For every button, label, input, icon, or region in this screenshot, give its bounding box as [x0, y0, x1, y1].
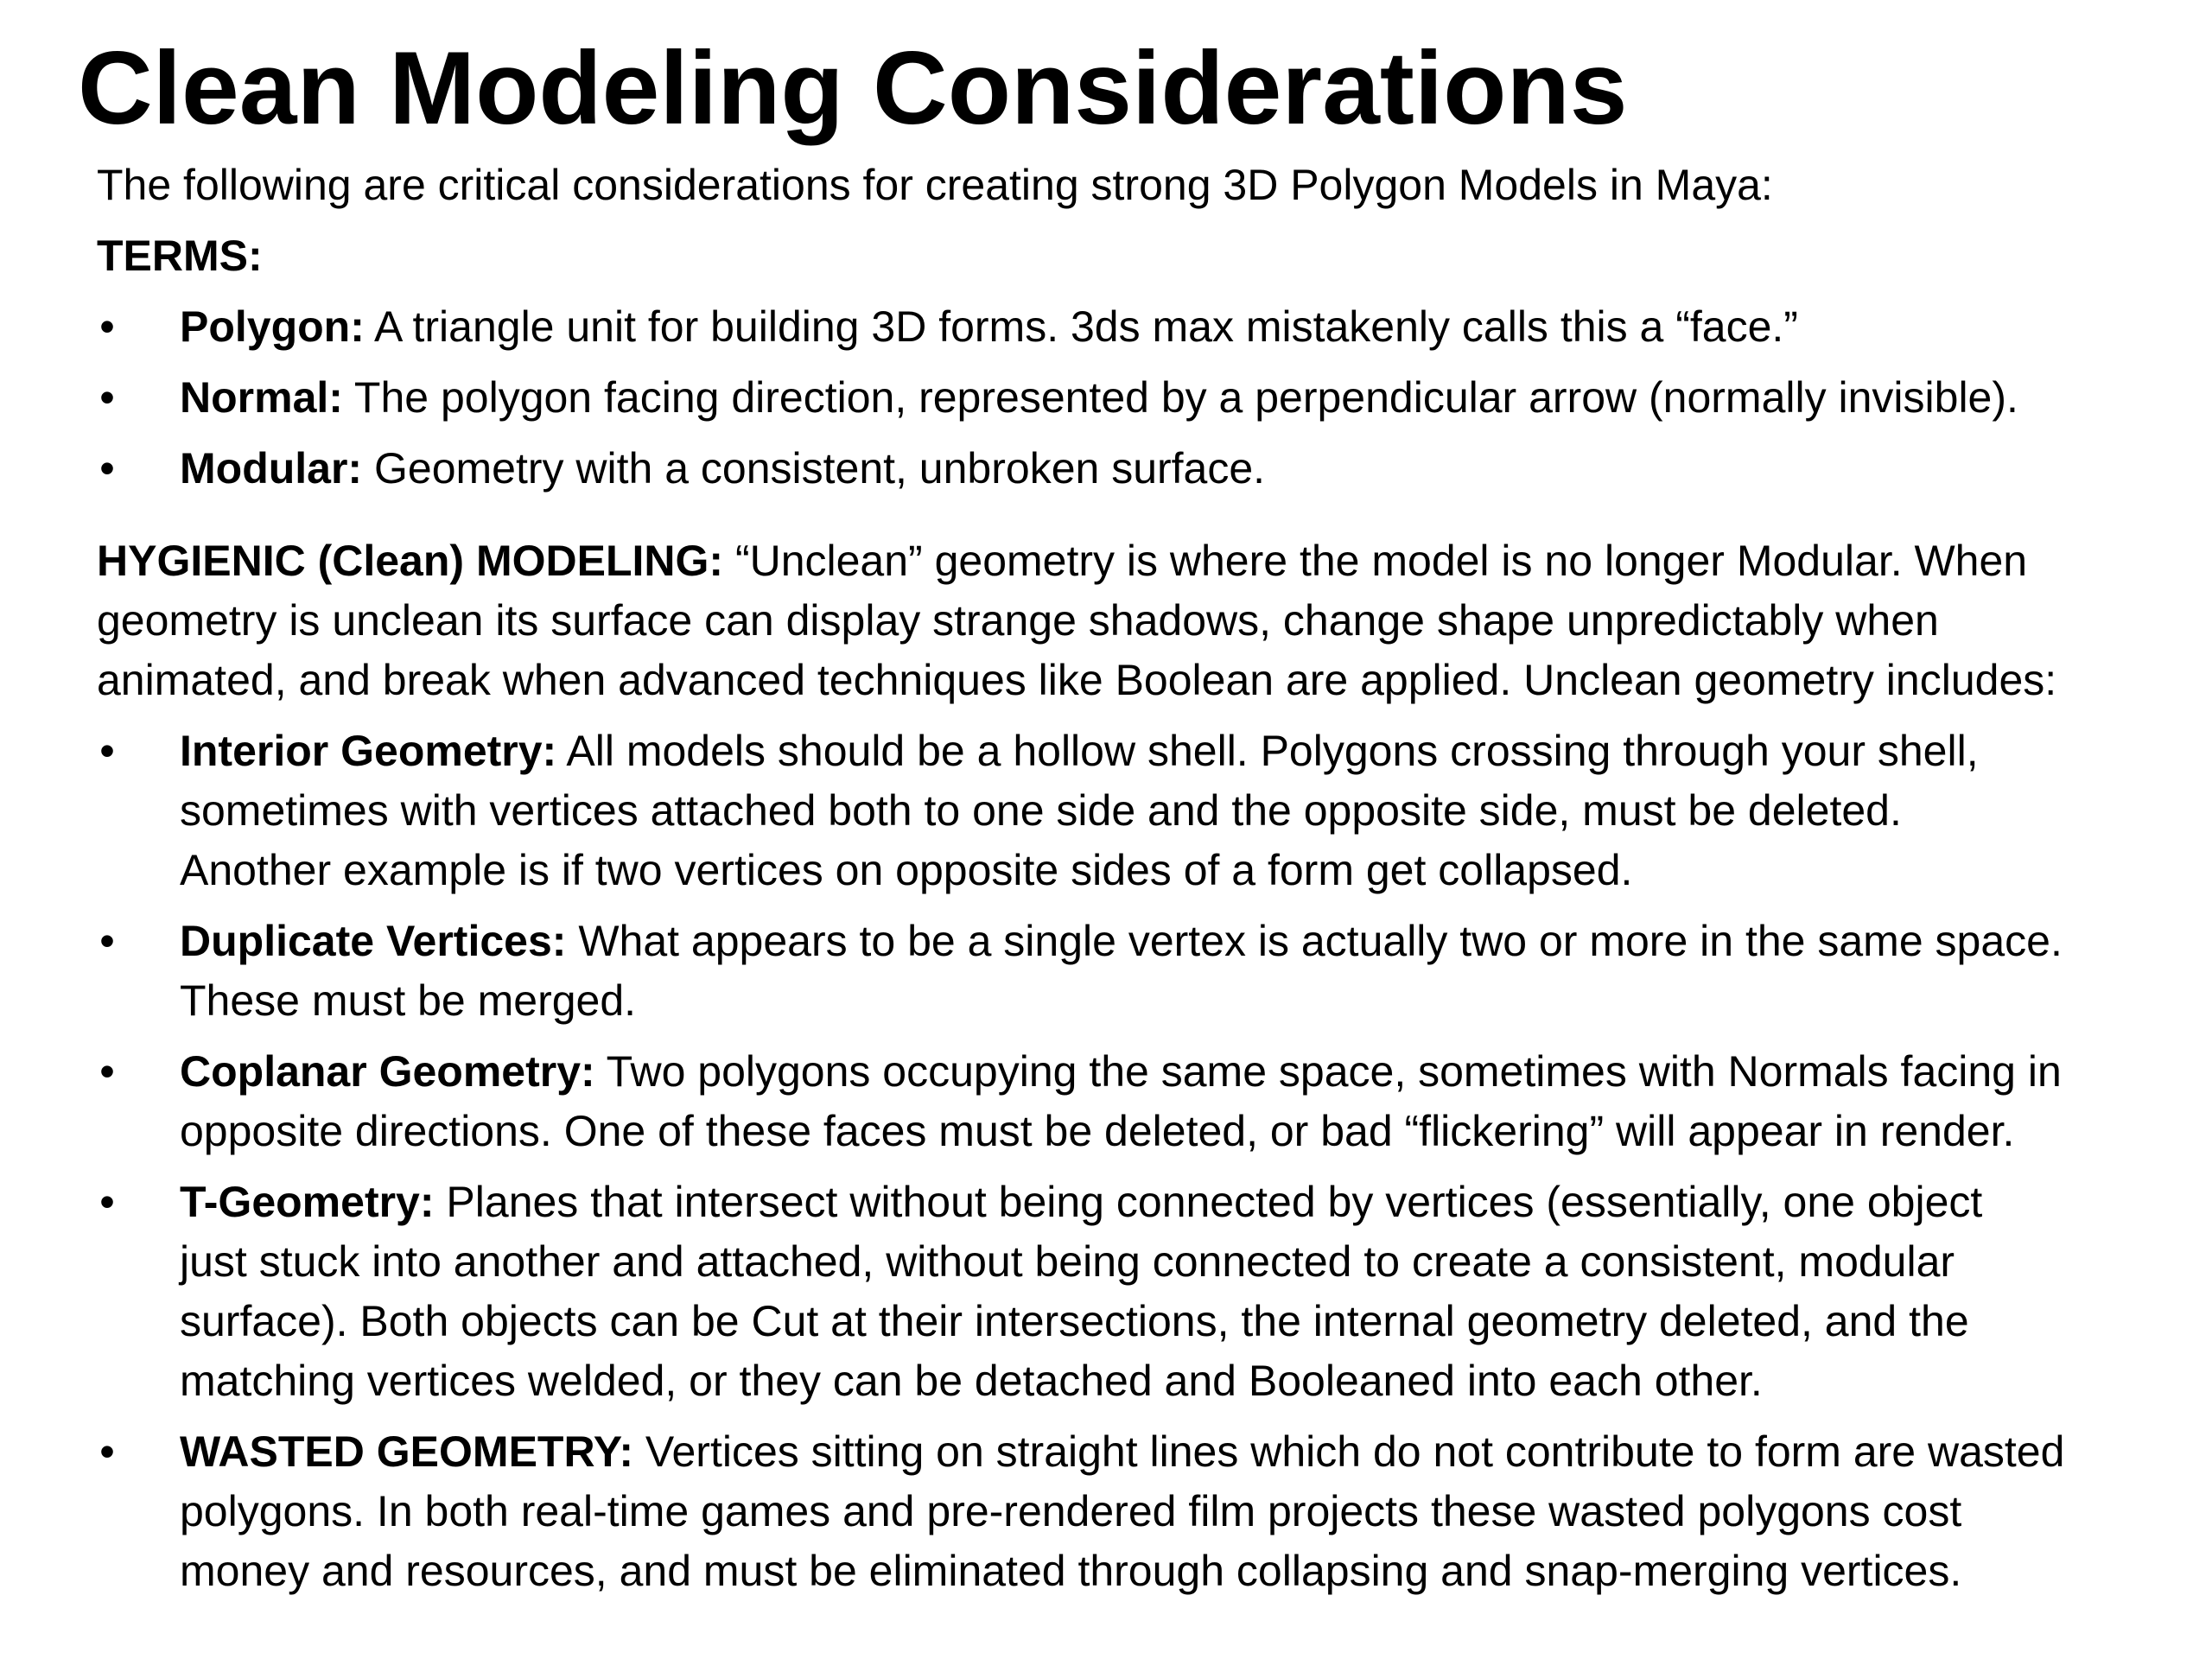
terms-list — [97, 297, 2171, 499]
term-definition: The polygon facing direction, represented by a perpendicular arrow (normally invisible). — [353, 373, 2018, 422]
item-line: Duplicate Vertices: What appears to be a single vertex is actually two or more in the same space. — [180, 917, 2063, 965]
bullet-icon: • — [99, 1178, 115, 1226]
item-line: Another example is if two vertices on opposite sides of a form get collapsed. — [180, 846, 1633, 894]
item-line: matching vertices welded, or they can be detached and Booleaned into each other. — [180, 1357, 1763, 1405]
unclean-item-t-geometry — [97, 1173, 2171, 1411]
item-line: surface). Both objects can be Cut at their intersections, the internal geometry deleted, and the — [180, 1297, 1969, 1345]
item-line: WASTED GEOMETRY: Vertices sitting on straight lines which do not contribute to form are wasted — [180, 1427, 2065, 1476]
unclean-geometry-list — [97, 721, 2171, 1601]
term-label: Modular: — [180, 444, 363, 493]
bullet-icon: • — [99, 302, 115, 351]
term-definition: A triangle unit for building 3D forms. 3ds max mistakenly calls this a “face.” — [374, 302, 1798, 351]
term-definition: Geometry with a consistent, unbroken surface. — [374, 444, 1266, 493]
item-line: polygons. In both real-time games and pre-rendered film projects these wasted polygons cost — [180, 1487, 1962, 1535]
term-item — [97, 368, 2171, 428]
item-line: opposite directions. One of these faces must be deleted, or bad “flickering” will appear in render. — [180, 1107, 2015, 1155]
item-label: Coplanar Geometry: — [180, 1047, 595, 1096]
item-line: Coplanar Geometry: Two polygons occupying the same space, sometimes with Normals facing in — [180, 1047, 2062, 1096]
unclean-item-wasted-geometry — [97, 1422, 2171, 1601]
unclean-item-duplicate-vertices — [97, 912, 2171, 1031]
term-line — [180, 439, 2171, 499]
slide-body — [97, 156, 2171, 1612]
item-line: T-Geometry: Planes that intersect without being connected by vertices (essentially, one object — [180, 1178, 1983, 1226]
bullet-icon: • — [99, 373, 115, 422]
item-line: These must be merged. — [180, 976, 637, 1025]
unclean-item-interior-geometry — [97, 721, 2171, 900]
term-label: Normal: — [180, 373, 343, 422]
item-line: Interior Geometry: All models should be a hollow shell. Polygons crossing through your shell, — [180, 727, 1979, 775]
bullet-icon: • — [99, 444, 115, 493]
bullet-icon: • — [99, 917, 115, 965]
term-item — [97, 297, 2171, 357]
item-label: Interior Geometry: — [180, 727, 557, 775]
item-label: WASTED GEOMETRY: — [180, 1427, 633, 1476]
hygienic-heading: HYGIENIC (Clean) MODELING: — [97, 537, 724, 585]
term-line — [180, 297, 2171, 357]
bullet-icon: • — [99, 1427, 115, 1476]
item-label: T-Geometry: — [180, 1178, 435, 1226]
terms-heading: TERMS: — [97, 232, 263, 280]
unclean-item-coplanar-geometry — [97, 1042, 2171, 1161]
term-line — [180, 368, 2171, 428]
term-item — [97, 439, 2171, 499]
page-title: Clean Modeling Considerations — [78, 30, 1628, 146]
term-label: Polygon: — [180, 302, 365, 351]
paragraph-line: geometry is unclean its surface can display strange shadows, change shape unpredictably when — [97, 596, 1939, 645]
item-line: sometimes with vertices attached both to one side and the opposite side, must be deleted. — [180, 786, 1902, 835]
item-label: Duplicate Vertices: — [180, 917, 567, 965]
item-line: money and resources, and must be eliminated through collapsing and snap-merging vertices. — [180, 1547, 1962, 1595]
intro-text: The following are critical considerations for creating strong 3D Polygon Models in Maya: — [97, 161, 1773, 209]
paragraph-line: HYGIENIC (Clean) MODELING: “Unclean” geometry is where the model is no longer Modular. When — [97, 537, 2028, 585]
bullet-icon: • — [99, 1047, 115, 1096]
bullet-icon: • — [99, 727, 115, 775]
item-line: just stuck into another and attached, without being connected to create a consistent, modular — [180, 1237, 1955, 1286]
hygienic-paragraph — [97, 531, 2171, 710]
paragraph-line: animated, and break when advanced techniques like Boolean are applied. Unclean geometry includes: — [97, 656, 2057, 704]
